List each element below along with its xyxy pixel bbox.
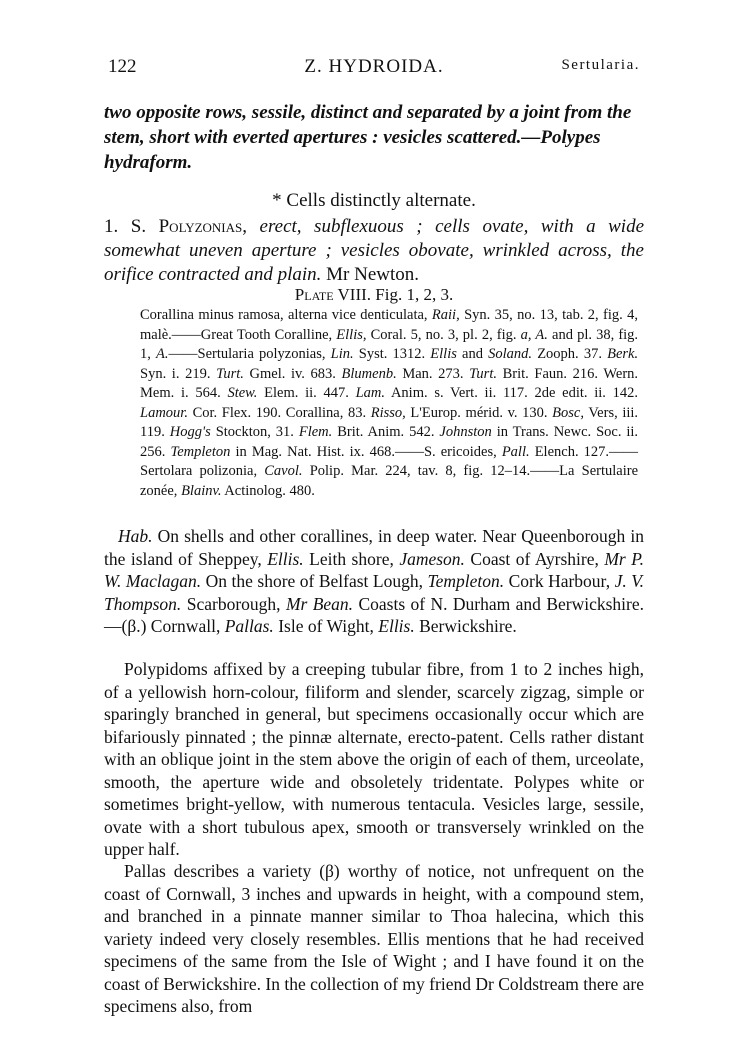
syn-author: Ellis (430, 346, 457, 362)
species-description: erect, subflexuous ; cells ovate, with a wide somewhat uneven aperture ; vesicles obovate, wrinkled across, the orifice contracted and plain. (104, 216, 645, 285)
syn-text: ——Sertularia polyzonias, (168, 346, 326, 362)
syn-text: Cor. Flex. 190. Corallina, 83. (192, 404, 367, 421)
syn-text: Zooph. 37. (537, 346, 602, 362)
plate-label: Plate (294, 285, 334, 304)
syn-author: Turt. (216, 365, 244, 382)
habitat-paragraph (104, 525, 644, 638)
syn-author: Flem. (298, 424, 333, 440)
syn-text: in Mag. Nat. Hist. ix. 468.——S. ericoides, (235, 443, 497, 460)
syn-author: Risso, (370, 404, 406, 421)
syn-text: Corallina minus ramosa, alterna vice denticulata, (140, 307, 428, 323)
syn-author: Lin. (330, 346, 354, 362)
habitat-authority: Pallas. (224, 616, 274, 636)
syn-author: Lamour. (140, 404, 188, 421)
syn-author: Lam. (355, 385, 386, 401)
syn-text: L'Europ. mérid. v. 130. (410, 404, 548, 421)
syn-text: Elench. 127.——Sertolara polizonia, (140, 443, 639, 479)
syn-author: Pall. (501, 443, 530, 460)
syn-author: Berk. (607, 346, 639, 362)
syn-text: in Trans. Newc. Soc. ii. 256. (140, 424, 639, 460)
syn-text: and (462, 346, 483, 362)
syn-text: Anim. s. Vert. ii. 117. 2de edit. ii. 142. (390, 385, 639, 401)
syn-author: Blainv. (181, 482, 222, 499)
habitat-authority: Jameson. (399, 548, 465, 569)
synonymy-block (140, 306, 638, 501)
habitat-text: Coasts of N. Durham and Berwickshire.—(β.) Cornwall, (104, 593, 645, 636)
syn-author: Bosc, (552, 404, 584, 421)
syn-text: Syn. i. 219. (140, 365, 211, 382)
syn-author: Raii, (431, 307, 460, 323)
syn-text: Syst. 1312. (358, 346, 426, 362)
habitat-authority: Ellis. (378, 616, 415, 636)
habitat-text: On the shore of Belfast Lough, (205, 571, 423, 591)
species-name: Polyzonias, (158, 216, 248, 237)
plate-figures: VIII. Fig. 1, 2, 3. (337, 285, 454, 304)
description-text: Polypidoms affixed by a creeping tubular fibre, from 1 to 2 inches high, of a yellowish horn-colour, filiform and slender, scarcely zigzag, simple or sparingly branched in general, but specimens occasionally occur which are bifariously pinnated ; the pinnæ alternate, erecto-patent. Cells rather distant with an oblique joint in the stem above the origin of each of them, urceolate, smooth, the aperture wide and obsoletely tridentate. Polypes white or sometimes bright-yellow, with numerous tentacula. Vesicles large, sessile, ovate with a short tubulous apex, smooth or transversely wrinkled on the upper half. (104, 659, 644, 859)
syn-text: Gmel. iv. 683. (249, 365, 336, 382)
habitat-authority: J. V. Thompson. (104, 571, 644, 614)
syn-author: Templeton (170, 443, 231, 460)
syn-author: Soland. (488, 346, 533, 362)
syn-text: Brit. Faun. 216. Wern. Mem. i. 564. (140, 365, 639, 401)
intro-text: two opposite rows, sessile, distinct and separated by a joint from the stem, short with everted apertures : vesicles scattered.—Polypes hydraform. (104, 102, 632, 173)
habitat-text: On shells and other corallines, in deep water. Near Queenborough in the island of Sheppey, (104, 526, 644, 569)
syn-text: Brit. Anim. 542. (337, 424, 435, 440)
syn-author: Stew. (227, 385, 258, 401)
species-entry (104, 215, 644, 287)
page-number: 122 (108, 56, 137, 77)
section-title: Sertularia. (561, 57, 640, 73)
syn-text: Syn. 35, no. 13, tab. 2, fig. 4, malè.——Great Tooth Coralline, (140, 307, 639, 343)
syn-text: Polip. Mar. 224, tav. 8, fig. 12–14.——La Sertulaire zonée, (140, 463, 639, 499)
syn-author: Johnston (439, 424, 492, 440)
syn-author: Ellis, (336, 326, 367, 343)
syn-author: A. (156, 346, 169, 362)
habitat-text: Leith shore, (309, 548, 394, 569)
species-authority: Mr Newton. (326, 264, 420, 285)
syn-author: Turt. (469, 365, 497, 382)
habitat-text: Isle of Wight, (278, 616, 374, 636)
syn-author: a, A. (520, 326, 548, 343)
chapter-title: Z. HYDROIDA. (304, 56, 444, 77)
syn-text: Coral. 5, no. 3, pl. 2, fig. (370, 326, 517, 343)
syn-text: Man. 273. (402, 365, 464, 382)
habitat-text: Berwickshire. (419, 616, 517, 636)
syn-author: Blumenb. (341, 365, 397, 382)
habitat-authority: Ellis. (267, 548, 304, 569)
habitat-authority: Mr P. W. Maclagan. (104, 548, 645, 591)
habitat-text: Cork Harbour, (508, 571, 611, 591)
pallas-paragraph (104, 860, 644, 1018)
running-header (108, 56, 640, 82)
syn-author: Hogg's (169, 424, 211, 440)
habitat-authority: Templeton. (427, 571, 505, 591)
habitat-text: Coast of Ayrshire, (470, 548, 599, 569)
species-number: 1. S. (104, 216, 147, 237)
plate-reference (104, 285, 644, 305)
pallas-text: Pallas describes a variety (β) worthy of notice, not unfrequent on the coast of Cornwall, 3 inches and upwards in height, with a compound stem, and branched in a pinnate manner similar to Thoa halecina, which this variety indeed very closely resembles. Ellis mentions that he had received specimens of the same from the Isle of Wight ; and I have found it on the coast of Berwickshire. In the collection of my friend Dr Coldstream there are specimens also, from (104, 861, 644, 1016)
syn-text: and pl. 38, fig. 1, (140, 326, 639, 362)
section-heading: * Cells distinctly alternate. (272, 190, 476, 211)
habitat-authority: Mr Bean. (285, 593, 354, 614)
syn-author: Cavol. (264, 463, 303, 479)
habitat-label: Hab. (118, 526, 153, 546)
syn-text: Vers, iii. 119. (140, 404, 639, 440)
description-paragraph (104, 658, 644, 861)
syn-text: Elem. ii. 447. (264, 385, 349, 401)
syn-text: Stockton, 31. (215, 424, 294, 440)
habitat-text: Scarborough, (186, 593, 281, 614)
syn-text: Actinolog. 480. (224, 482, 315, 499)
